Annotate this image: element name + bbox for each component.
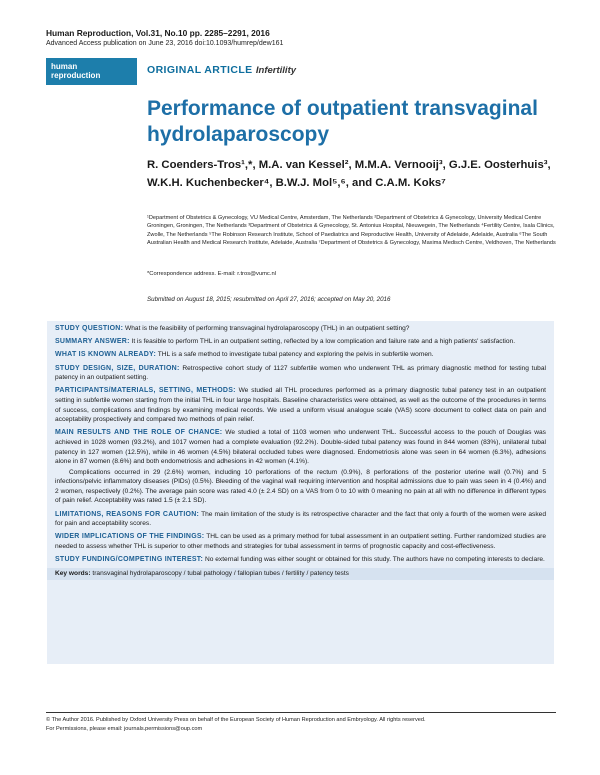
abstract-text: The main limitation of the study is its retrospective character and the fact that only a fourth of the women were asked for pain and acceptability scores. [55, 510, 546, 528]
abstract-text: We studied a total of 1103 women who underwent THL. Successful access to the pouch of Douglas was achieved in 1028 women (93.2%), and 1017 women had a complete evaluation (92.2%). Double-sided tubal patency was found in 844 women (83%), unilateral tubal patency in 127 women (12.5%), while in 46 women (4.5%) bilateral occluded tubes were diagnosed. Endometriosis alone was seen in 64 women (6.3%), adhesions alone in 87 women (8.6%) and both endometriosis and adhesions in 42 women (4.1%). [55, 429, 546, 466]
abstract-heading: MAIN RESULTS AND THE ROLE OF CHANCE: [55, 429, 223, 437]
author-list: R. Coenders-Tros¹,*, M.A. van Kessel², M.M.A. Vernooij³, G.J.E. Oosterhuis³, W.K.H. Kuchenbecker⁴, B.W.J. Mol⁵,⁶, and C.A.M. Koks⁷ [147, 159, 551, 189]
journal-citation: Human Reproduction, Vol.31, No.10 pp. 2285–2291, 2016 [46, 28, 270, 38]
abstract-section [55, 555, 546, 565]
article-type-label: ORIGINAL ARTICLE [147, 64, 253, 76]
article-category: Infertility [255, 65, 297, 76]
abstract-heading: STUDY DESIGN, SIZE, DURATION: [55, 364, 180, 372]
abstract-heading: SUMMARY ANSWER: [55, 338, 130, 346]
journal-logo [46, 58, 137, 85]
journal-logo-line1: human [51, 62, 78, 71]
abstract-text: No external funding was either sought or obtained for this study. The authors have no competing interests to declare. [204, 556, 545, 564]
abstract-heading: WIDER IMPLICATIONS OF THE FINDINGS: [55, 533, 205, 541]
abstract-text: We studied all THL procedures performed as a primary diagnostic tubal patency test in an outpatient setting in subfertile women starting from the initial THL in four large hospitals. Baseline characteristics were obtained, as well as the outcome of the procedures in terms of success, complications and findings by examining medical records. We used a uniform visual analogue scale (VAS) score document to collect data on pain and acceptability prospectively and compared two methods of pain relief. [55, 387, 547, 424]
journal-logo-line2: reproduction [51, 71, 101, 80]
keywords [47, 568, 554, 580]
abstract-text: What is the feasibility of performing transvaginal hydrolaparoscopy (THL) in an outpatient setting? [125, 325, 410, 332]
abstract-continuation: Complications occurred in 29 (2.6%) women, including 10 perforations of the rectum (0.9%), 8 perforations of the posterior uterine wall (0.7%) and 5 infections/pelvic inflammatory diseases (PIDs) (0.5%). Bleeding of the vaginal wall requiring intervention and hospital admissions due to pain was seen in 4 (0.4%) and 2 women, respectively (0.2%). The average pain score was rated 4.0 (± 2.4 SD) on a VAS from 0 to 10 with 0 meaning no pain at all with no difference in different types of pain relief. Acceptability was rated 1.5 (± 2.1 SD). [55, 468, 546, 505]
abstract-heading: LIMITATIONS, REASONS FOR CAUTION: [55, 510, 200, 518]
abstract-heading: STUDY FUNDING/COMPETING INTEREST: [55, 556, 204, 564]
copyright-notice: © The Author 2016. Published by Oxford University Press on behalf of the European Society of Human Reproduction and Embryology. All rights reserved. [46, 717, 426, 723]
article-type [147, 64, 296, 76]
paper-title: Performance of outpatient transvaginal hydrolaparoscopy [147, 97, 538, 146]
doi-line: Advanced Access publication on June 23, 2016 doi:10.1093/humrep/dew161 [46, 40, 284, 47]
abstract-section [55, 337, 546, 347]
keywords-list: transvaginal hydrolaparoscopy / tubal pathology / fallopian tubes / fertility / patency tests [92, 570, 349, 578]
abstract-section [55, 510, 546, 529]
permissions-notice: For Permissions, please email: journals.permissions@oup.com [46, 726, 203, 732]
abstract-section [55, 324, 546, 334]
abstract-text: Retrospective cohort study of 1127 subfertile women who underwent THL as primary diagnostic method for testing tubal patency in an outpatient setting. [55, 364, 546, 382]
abstract-section [55, 428, 546, 466]
correspondence: *Correspondence address. E-mail: r.tros@vumc.nl [147, 271, 276, 277]
structured-abstract [47, 321, 554, 664]
page-footer [46, 712, 556, 734]
abstract-heading: PARTICIPANTS/MATERIALS, SETTING, METHODS: [55, 387, 236, 395]
submission-dates: Submitted on August 18, 2015; resubmitted on April 27, 2016; accepted on May 20, 2016 [147, 296, 391, 303]
abstract-text: THL can be used as a primary method for tubal assessment in an outpatient setting. Further randomized studies are needed to assess whether THL is superior to other methods and strategies for tubal assessment in terms of prognostic capacity and cost-effectiveness. [55, 533, 546, 551]
abstract-section [55, 364, 546, 383]
abstract-text: It is feasible to perform THL in an outpatient setting, reflected by a low complication and failure rate and a high patients' satisfaction. [131, 338, 516, 346]
keywords-label: Key words: [55, 570, 91, 578]
abstract-section [55, 350, 546, 360]
abstract-section [55, 386, 546, 424]
abstract-heading: WHAT IS KNOWN ALREADY: [55, 351, 157, 359]
abstract-section [55, 532, 546, 551]
abstract-text: THL is a safe method to investigate tubal patency and exploring the pelvis in subfertile women. [157, 351, 434, 359]
abstract-heading: STUDY QUESTION: [55, 325, 124, 332]
affiliations: ¹Department of Obstetrics & Gynecology, VU Medical Centre, Amsterdam, The Netherlands ²Department of Obstetrics & Gynecology, University Medical Centre Groningen, Groningen, The Netherlands ³Department of Obstetrics & Gynecology, St. Antonius Hospital, Nieuwegein, The Netherlands ⁴Fertility Centre, Isala Clinics, Zwolle, The Netherlands ⁵The Robinson Research Institute, School of Paediatrics and Reproductive Health, University of Adelaide, Adelaide, Australia ⁶The South Australian Health and Medical Research Institute, Adelaide, Australia ⁷Department of Obstetrics & Gynecology, Maxima Medisch Centre, Veldhoven, The Netherlands [147, 215, 556, 247]
